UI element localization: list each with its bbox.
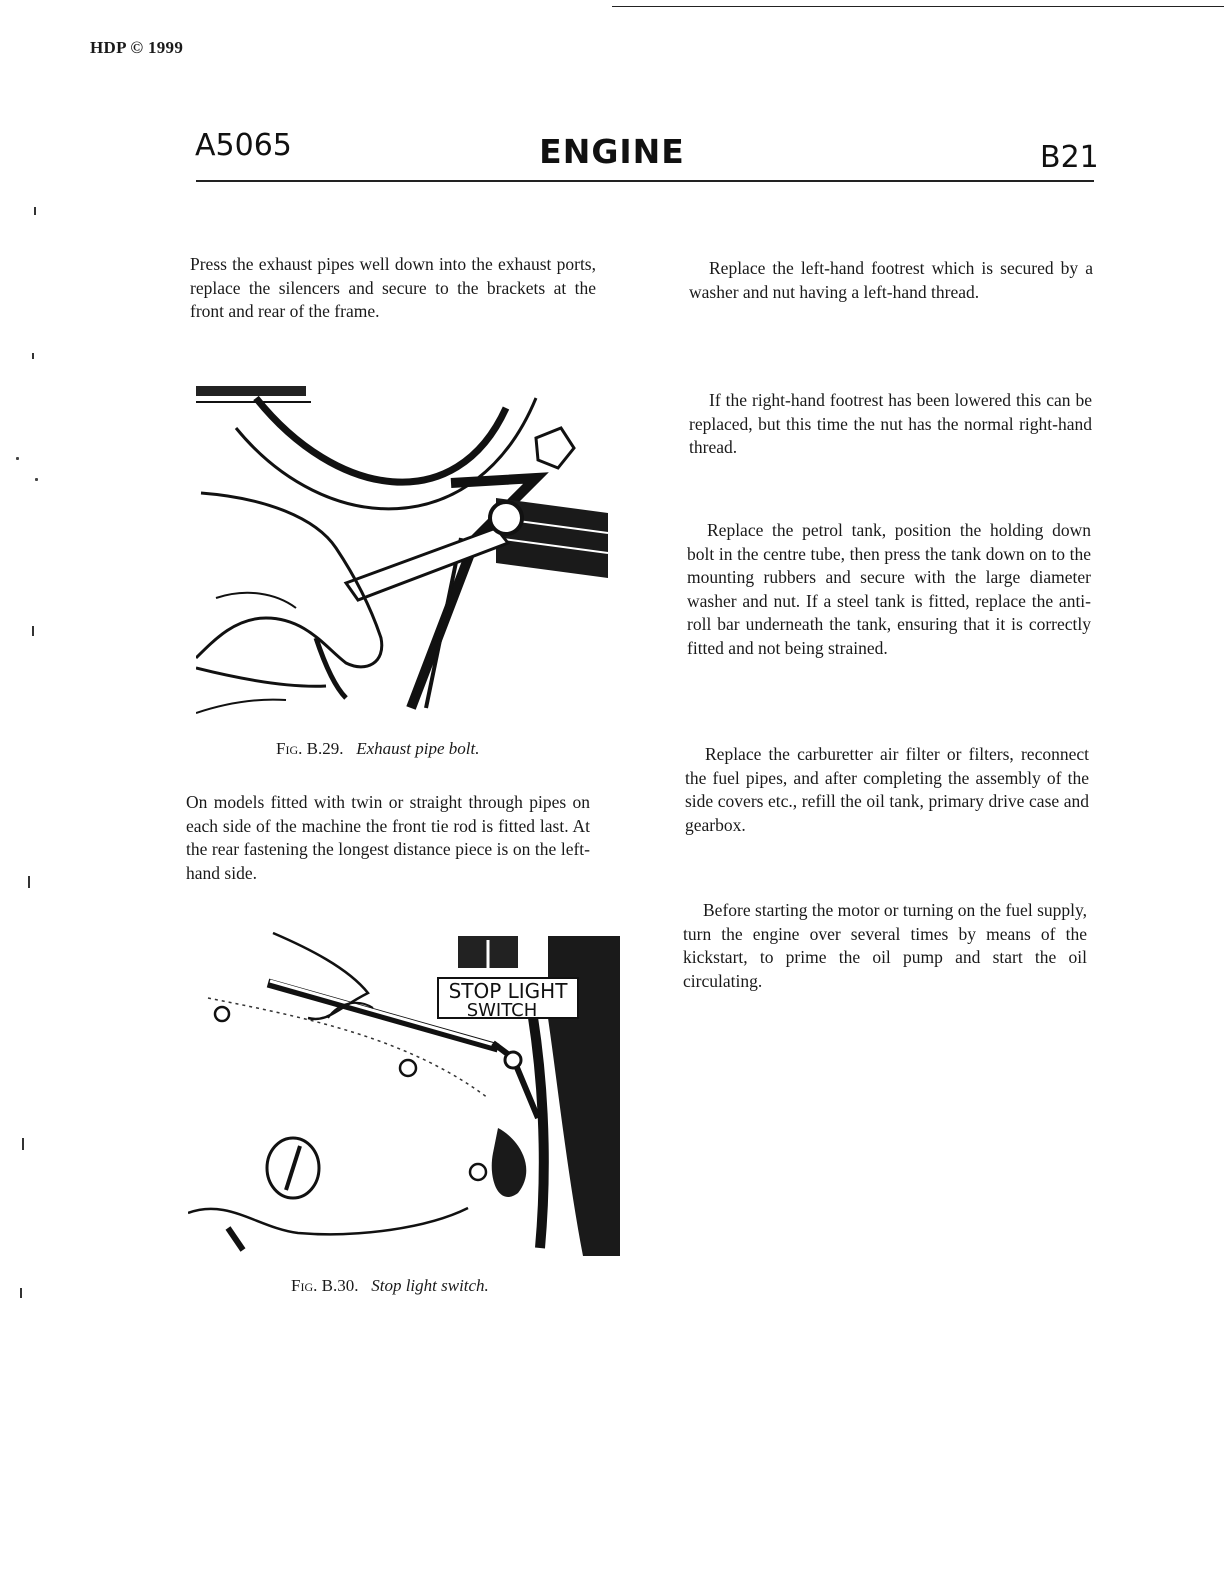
figure-b29-caption	[276, 739, 479, 759]
figure-b30-title: Stop light switch.	[371, 1276, 489, 1295]
right-paragraph-2: If the right-hand footrest has been lowered this can be replaced, but this time the nut has the normal right-hand thread.	[689, 390, 1092, 457]
scan-mark	[35, 478, 38, 481]
header-rule	[196, 180, 1094, 182]
figure-b29-exhaust-pipe-bolt	[196, 368, 612, 720]
stop-light-switch-illustration	[188, 928, 620, 1256]
right-paragraph-3: Replace the petrol tank, position the holding down bolt in the centre tube, then press the tank down on to the mounting rubbers and secure with the large diameter washer and nut. If a steel tank is fitted, replace the anti-roll bar underneath the tank, ensuring that it is correctly fitted and not being strained.	[687, 520, 1091, 658]
exhaust-pipe-bolt-illustration	[196, 368, 612, 720]
scan-mark	[32, 353, 34, 359]
right-paragraph-4: Replace the carburetter air filter or filters, reconnect the fuel pipes, and after completing the assembly of the side covers etc., refill the oil tank, primary drive case and gearbox.	[685, 744, 1089, 835]
figure-b30-stop-light-switch	[188, 928, 620, 1256]
scan-mark	[16, 457, 19, 460]
scan-mark	[22, 1138, 24, 1150]
top-edge-rule	[612, 6, 1224, 7]
stop-light-label-line1: STOP LIGHT	[448, 979, 568, 1003]
figure-b30-number: Fig. B.30.	[291, 1276, 359, 1295]
page-title: ENGINE	[539, 132, 685, 171]
left-paragraph-1: Press the exhaust pipes well down into the exhaust ports, replace the silencers and secure to the brackets at the front and rear of the frame.	[190, 254, 596, 321]
figure-b29-title: Exhaust pipe bolt.	[356, 739, 480, 758]
manual-code: A5065	[195, 128, 292, 163]
scan-mark	[20, 1288, 22, 1298]
scan-mark	[34, 207, 36, 215]
scan-mark	[32, 626, 34, 636]
right-paragraph-5: Before starting the motor or turning on the fuel supply, turn the engine over several times by means of the kickstart, to prime the oil pump and start the oil circulating.	[683, 900, 1087, 991]
copyright-notice: HDP © 1999	[90, 38, 184, 57]
page-number: B21	[1040, 140, 1099, 175]
scan-mark	[28, 876, 30, 888]
stop-light-label-line2: SWITCH	[466, 1000, 538, 1021]
figure-b29-number: Fig. B.29.	[276, 739, 344, 758]
left-paragraph-2: On models fitted with twin or straight through pipes on each side of the machine the front tie rod is fitted last. At the rear fastening the longest distance piece is on the left-hand side.	[186, 792, 590, 883]
right-paragraph-1: Replace the left-hand footrest which is secured by a washer and nut having a left-hand thread.	[689, 258, 1093, 302]
figure-b30-caption	[291, 1276, 489, 1296]
